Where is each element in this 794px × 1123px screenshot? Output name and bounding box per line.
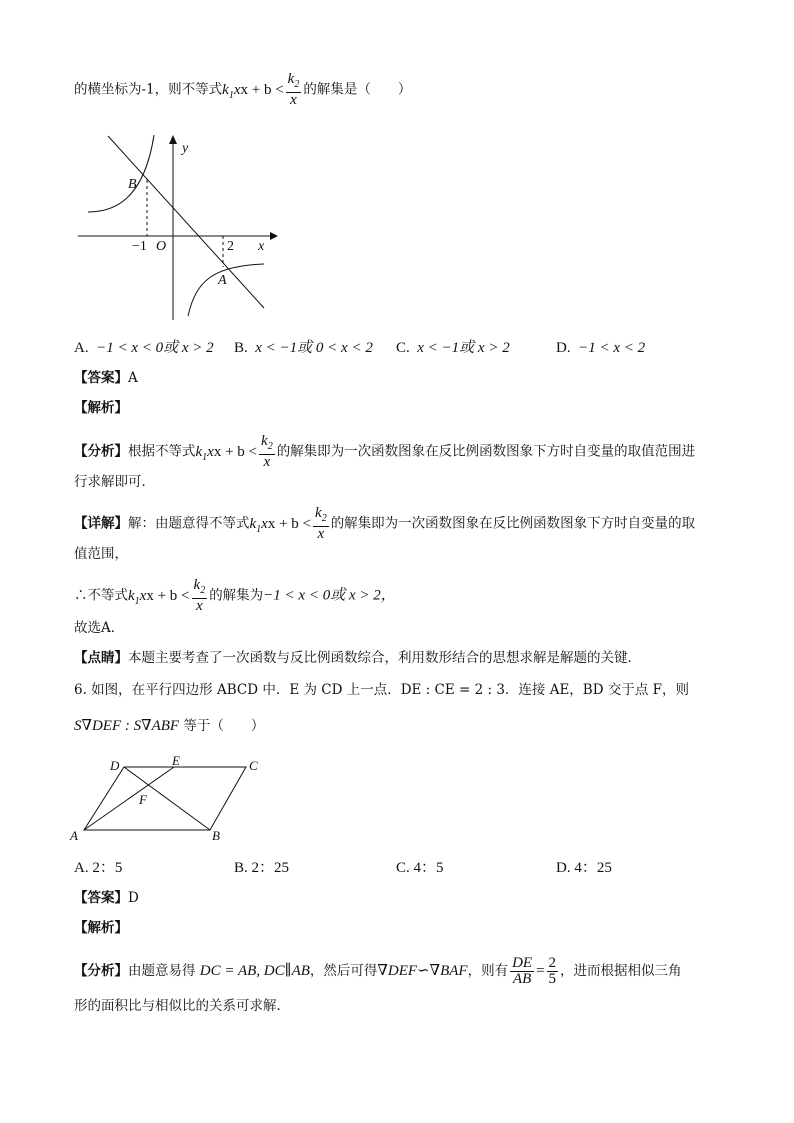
q5-choose: 故选A．: [74, 620, 125, 636]
linear-function-line: [108, 136, 264, 308]
function-graph: [74, 130, 284, 325]
label-d: D: [110, 758, 120, 773]
label-c: C: [249, 758, 258, 773]
q6-option-a[interactable]: A. 2：5: [74, 860, 123, 876]
label-a: A: [70, 828, 78, 843]
q5-option-a[interactable]: A. −1 < x < 0或 x > 2: [74, 340, 214, 356]
label-b: B: [212, 828, 220, 843]
x-axis-arrow: [270, 232, 278, 240]
inequality-expr: $k_1xx + b$ <: [222, 81, 284, 101]
label-neg1: −1: [132, 239, 147, 254]
label-f: F: [139, 792, 147, 807]
y-axis-arrow: [169, 135, 177, 144]
q6-fenxi-line-2: 形的面积比与相似比的关系可求解．: [74, 998, 290, 1014]
q5-therefore-line: ∴不等式$k_1xx + b$ < $\frac{k_2}{x}$ 的解集为−1 < x < 0或 x > 2，: [74, 577, 396, 614]
label-two: 2: [227, 239, 234, 254]
label-o: O: [156, 239, 167, 254]
q5-xiangjie-line-2: 值范围，: [74, 546, 128, 562]
q6-option-d[interactable]: D. 4：25: [556, 860, 612, 876]
q6-fenxi-line-1: 【分析】由题意易得 DC = AB, DC∥AB，然后可得∇DEF∽∇BAF，则有 $\frac{DE}{AB}$ = $\frac{2}{5}$ ，进而根据相似三角: [74, 955, 682, 987]
label-e: E: [172, 753, 180, 768]
parallelogram-abcd: [84, 767, 246, 830]
label-y: y: [182, 141, 189, 156]
k2-over-x-fraction: $\frac{k_2}{x}$: [287, 71, 300, 108]
label-b: B: [128, 177, 137, 192]
q6-option-b[interactable]: B. 2：25: [234, 860, 290, 876]
q6-analysis-heading: 【解析】: [74, 920, 128, 936]
q5-option-d[interactable]: D. −1 < x < 2: [556, 340, 646, 356]
q5-fenxi-line-1: 【分析】根据不等式$k_1xx + b$ < $\frac{k_2}{x}$ 的解集即为一次函数图象在反比例函数图象下方时自变量的取值范围进: [74, 433, 696, 470]
q6-answer: 【答案】D: [74, 890, 139, 906]
q5-analysis-heading: 【解析】: [74, 400, 128, 416]
q5-xiangjie-line-1: 【详解】解：由题意得不等式$k_1xx + b$ < $\frac{k_2}{x}$ 的解集即为一次函数图象在反比例函数图象下方时自变量的取: [74, 505, 696, 542]
q6-stem-line-1: 6. 如图，在平行四边形 ABCD 中．E 为 CD 上一点．DE : CE = 2 : 3．连接 AE，BD 交于点 F，则: [74, 682, 689, 698]
q5-stem-text-b: 的解集是（ ）: [303, 81, 412, 98]
q5-stem-line: [74, 72, 411, 108]
q5-option-b[interactable]: B. x < −1或 0 < x < 2: [234, 340, 373, 356]
q6-stem-line-2: S∇DEF : S∇ABF 等于（ ）: [74, 718, 265, 734]
hyperbola-upper-left: [88, 135, 154, 212]
hyperbola-lower-right: [188, 264, 264, 316]
q5-answer: 【答案】A: [74, 370, 138, 386]
q5-dianjing: 【点睛】本题主要考查了一次函数与反比例函数综合，利用数形结合的思想求解是解题的关键．: [74, 650, 641, 666]
q5-fenxi-line-2: 行求解即可．: [74, 474, 155, 490]
q6-option-c[interactable]: C. 4：5: [396, 860, 444, 876]
label-x: x: [258, 239, 265, 254]
q5-stem-text-a: 的横坐标为-1，则不等式: [74, 81, 223, 98]
segment-ae: [84, 767, 174, 830]
segment-bd: [124, 767, 210, 830]
label-a: A: [218, 273, 227, 288]
parallelogram-figure: [64, 752, 274, 847]
q5-option-c[interactable]: C. x < −1或 x > 2: [396, 340, 510, 356]
